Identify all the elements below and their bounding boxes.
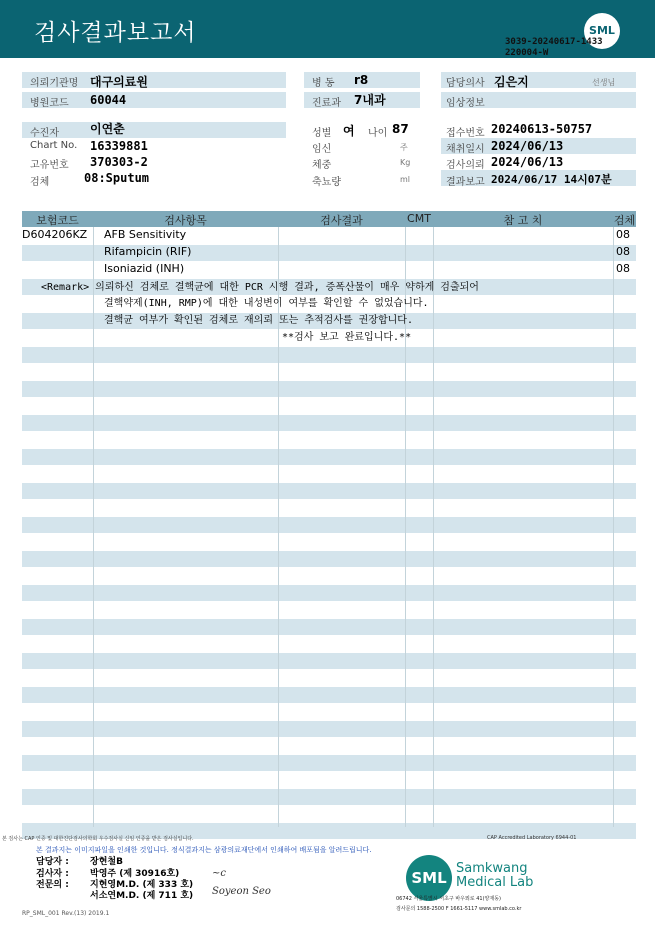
sex-label: 성별 — [312, 128, 332, 139]
table-stripe — [22, 551, 636, 567]
signer-name: 장현철B — [90, 857, 123, 867]
request-number-line1: 3039-20240617-1433 — [505, 37, 603, 47]
doctor-label: 담당의사 — [446, 78, 485, 89]
urine-label: 축뇨량 — [312, 177, 341, 188]
institution-value: 대구의료원 — [90, 75, 148, 89]
company-phone: 검사문의 1588-2500 F 1661-5117 www.smlab.co.kr — [396, 906, 522, 912]
patient-label: 수진자 — [30, 128, 59, 139]
patient-name: 이연춘 — [90, 122, 125, 136]
row-insurance-code: D604206KZ — [22, 228, 88, 241]
signer-role: 전문의 : — [36, 880, 69, 890]
urine-unit: ml — [400, 175, 411, 184]
hospital-code-value: 60044 — [90, 93, 127, 107]
signer-name: 박영주 (제 30916호) — [90, 869, 180, 879]
pregnancy-unit: 주 — [400, 143, 408, 152]
company-name-line1: Samkwang — [456, 861, 528, 876]
table-stripe — [22, 449, 636, 465]
cap-accreditation: CAP Accredited Laboratory 6944-01 — [487, 835, 577, 841]
signer-name: 지현영M.D. (제 333 호) — [90, 880, 194, 890]
request-number — [505, 37, 603, 59]
specimen-label: 검체 — [30, 177, 50, 188]
sml-logo-badge: SML — [584, 13, 620, 49]
table-stripe — [22, 381, 636, 397]
company-name-line2: Medical Lab — [456, 875, 534, 890]
header-specimen: 검체 — [613, 214, 636, 227]
request-number-line2: 220004-W — [505, 48, 549, 58]
reprint-notice: 본 결과지는 이미지파일을 인쇄한 것입니다. 정식결과지는 삼광의료재단에서 인쇄하여 배포됨을 알려드립니다. — [36, 846, 372, 854]
id-no: 370303-2 — [90, 155, 148, 169]
row-specimen: 08 — [616, 262, 630, 275]
chart-label: Chart No. — [30, 140, 78, 151]
institution-label: 의뢰기관명 — [30, 78, 79, 89]
report-label: 결과보고 — [446, 177, 485, 188]
remark-line: <Remark> 의뢰하신 검체로 결핵균에 대한 PCR 시행 결과, 증폭산물이 매우 약하게 검출되어 — [41, 282, 479, 293]
report-complete-note: **검사 보고 완료입니다.** — [282, 332, 412, 343]
header-insurance-code: 보험코드 — [36, 214, 79, 227]
band — [22, 122, 286, 138]
table-stripe — [22, 653, 636, 669]
column-divider — [93, 227, 94, 827]
table-stripe — [22, 721, 636, 737]
weight-label: 체중 — [312, 160, 332, 171]
doctor-suffix: 선생님 — [592, 78, 616, 87]
ward-value: r8 — [354, 73, 369, 87]
row-specimen: 08 — [616, 245, 630, 258]
clinical-info-label: 임상정보 — [446, 98, 485, 109]
table-stripe — [22, 483, 636, 499]
table-stripe — [22, 415, 636, 431]
report-date: 2024/06/17 14시07분 — [491, 173, 612, 186]
report-title: 검사결과보고서 — [34, 20, 197, 46]
row-test-item: AFB Sensitivity — [104, 228, 187, 241]
pregnancy-label: 임신 — [312, 144, 332, 155]
row-test-item: Rifampicin (RIF) — [104, 245, 192, 258]
table-stripe — [22, 687, 636, 703]
table-stripe — [22, 347, 636, 363]
company-address: 06742 서울특별시 서초구 바우뫼로 41(양재동) — [396, 896, 501, 902]
receipt-label: 접수번호 — [446, 128, 485, 139]
samkwang-logo-icon: SML — [406, 855, 452, 901]
company-name — [456, 862, 533, 890]
weight-unit: Kg — [400, 158, 411, 167]
dept-label: 진료과 — [312, 98, 341, 109]
ward-label: 병 동 — [312, 78, 335, 89]
hospital-code-label: 병원코드 — [30, 98, 69, 109]
signature-soyeon: Soyeon Seo — [212, 886, 271, 897]
table-stripe — [22, 755, 636, 771]
request-label: 검사의뢰 — [446, 160, 485, 171]
signer-name: 서소연M.D. (제 711 호) — [90, 891, 194, 901]
header-test-result: 검사결과 — [320, 214, 363, 227]
row-specimen: 08 — [616, 228, 630, 241]
chart-no: 16339881 — [90, 139, 148, 153]
row-test-item: Isoniazid (INH) — [104, 262, 185, 275]
column-divider — [433, 227, 434, 827]
dept-value: 7내과 — [354, 93, 386, 107]
signer-role: 검사자 : — [36, 869, 69, 879]
doctor-name: 김은지 — [494, 75, 529, 89]
table-stripe — [22, 789, 636, 805]
table-stripe — [22, 619, 636, 635]
id-label: 고유번호 — [30, 160, 69, 171]
age-value: 87 — [392, 122, 409, 136]
specimen-value: 08:Sputum — [84, 171, 150, 185]
lab-accreditation-note: 본 검사는 CAP 인증 및 대한진단검사의학회 우수검사실 신임 인증을 받은 검사실입니다. — [2, 836, 194, 842]
age-label: 나이 — [368, 128, 388, 139]
receipt-no: 20240613-50757 — [491, 122, 593, 136]
collect-date: 2024/06/13 — [491, 139, 564, 153]
request-date: 2024/06/13 — [491, 155, 564, 169]
header-test-item: 검사항목 — [164, 214, 207, 227]
sex-value: 여 — [343, 124, 355, 138]
signer-role: 담당자 : — [36, 857, 69, 867]
header-reference: 참 고 치 — [503, 214, 543, 227]
column-divider — [613, 227, 614, 827]
remark-line: 결핵약제(INH, RMP)에 대한 내성변이 여부를 확인할 수 없었습니다. — [104, 298, 429, 309]
header-cmt: CMT — [407, 212, 431, 225]
signature-mark: ~c — [212, 868, 226, 879]
remark-line: 결핵균 여부가 확인된 검체로 재의뢰 또는 추적검사를 권장합니다. — [104, 315, 413, 326]
table-stripe — [22, 585, 636, 601]
form-code: RP_SML_001 Rev.(13) 2019.1 — [22, 910, 110, 917]
collect-label: 채취일시 — [446, 144, 485, 155]
table-stripe — [22, 517, 636, 533]
